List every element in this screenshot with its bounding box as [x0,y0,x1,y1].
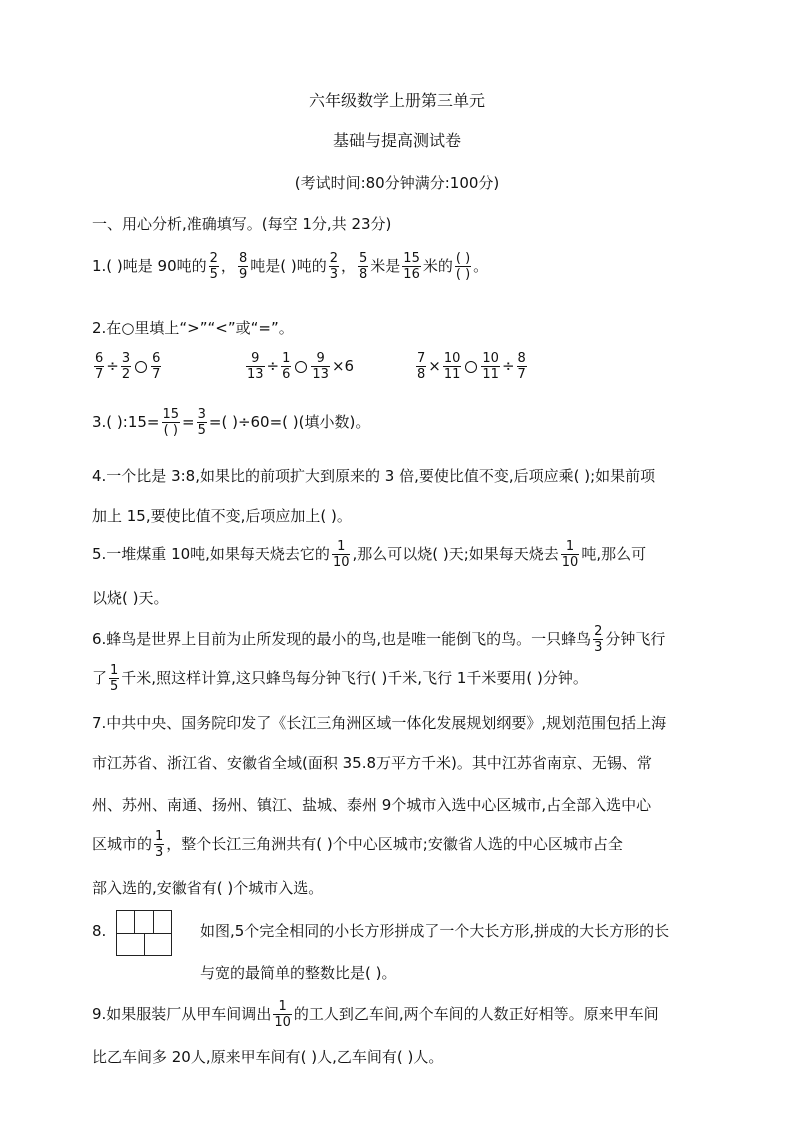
q2-expression-3: $\frac{7}{8}$ × $\frac{10}{11}$ $\frac{10}{11}$ ÷ $\frac{8}{7}$ [417,351,526,382]
q2-text-a: 2.在 [92,319,122,337]
question-7-line-2: 市江苏省、浙江省、安徽省全域(面积 35.8万平方千米)。其中江苏省南京、无锡、常 [92,754,652,772]
question-8-line-1: 如图,5个完全相同的小长方形拼成了一个大长方形,拼成的大长方形的长 [200,922,670,940]
question-5-line-2: 以烧( )天。 [92,589,169,607]
q1-text-h: 。 [473,257,489,275]
question-1 [92,252,488,281]
question-5: 5.一堆煤重 10吨,如果每天烧去它的 $\frac{1}{10}$ ,那么可以烧( )天;如果每天烧去 $\frac{1}{10}$ 吨,那么可 [92,539,647,570]
q1-text-a: 1.( )吨是 90吨的 [92,257,207,275]
q1-text-b: ， [220,257,236,275]
fraction-blank: $\frac{( )}{( )}$ [455,251,471,282]
page-title: 六年级数学上册第三单元 [308,91,485,110]
question-7-line-5: 部入选的,安徽省有( )个城市入选。 [92,879,324,897]
section-heading: 一、用心分析,准确填写。(每空 1分,共 23分) [92,215,392,233]
page-subtitle: 基础与提高测试卷 [332,131,461,150]
compare-circle[interactable] [465,361,477,373]
circle-symbol: ○ [121,319,135,337]
exam-info: (考试时间:80分钟满分:100分) [294,174,500,192]
question-7-line-4: 区城市的 $\frac{1}{3}$ ，整个长江三角洲共有( )个中心区城市;安徽省人选的中心区城市占全 [92,829,623,860]
question-7-line-1: 7.中共中央、国务院印发了《长江三角洲区域一体化发展规划纲要》,规划范围包括上海 [92,714,667,732]
fraction: $\frac{8}{9}$ [238,251,248,282]
q2-expression-1: $\frac{6}{7}$ ÷ $\frac{3}{2}$ $\frac{6}{7}$ [95,351,161,382]
fraction: $\frac{5}{8}$ [359,251,368,282]
question-7-line-3: 州、苏州、南通、扬州、镇江、盐城、泰州 9个城市入选中心区城市,占全部入选中心 [92,796,652,814]
q2-text-b: 里填上“>”“<”或“=”。 [134,319,294,337]
q2-expression-2: $\frac{9}{13}$ ÷ $\frac{1}{6}$ $\frac{9}{13}$ ×6 [247,351,355,382]
question-4-line-2: 加上 15,要使比值不变,后项应加上( )。 [92,507,352,525]
q1-text-c: 吨是( )吨的 [250,257,327,275]
question-6: 6.蜂鸟是世界上目前为止所发现的最小的鸟,也是唯一能倒飞的鸟。一只蜂鸟 $\frac{2}{3}$ 分钟飞行 [92,624,666,655]
question-2 [92,317,294,339]
question-4-line-1: 4.一个比是 3:8,如果比的前项扩大到原来的 3 倍,要使比值不变,后项应乘( );如果前项 [92,467,656,485]
q1-text-e: 米是 [370,257,401,275]
question-8-number: 8. [92,922,107,940]
question-9: 9.如果服装厂从甲车间调出 $\frac{1}{10}$ 的工人到乙车间,两个车间的人数正好相等。原来甲车间 [92,999,659,1030]
question-3: 3.( ):15= $\frac{15}{( )}$ = $\frac{3}{5}$ =( )÷60=( )(填小数)。 [92,407,371,438]
compare-circle[interactable] [295,361,307,373]
question-9-line-2: 比乙车间多 20人,原来甲车间有( )人,乙车间有( )人。 [92,1048,444,1066]
fraction: $\frac{2}{5}$ [209,251,218,282]
q1-text-g: 米的 [422,257,453,275]
compare-circle[interactable] [135,361,147,373]
q1-text-d: ， [340,257,356,275]
question-6-line-2: 了 $\frac{1}{5}$ 千米,照这样计算,这只蜂鸟每分钟飞行( )千米,飞行 1千米要用( )分钟。 [92,663,588,694]
rectangles-figure [116,910,172,956]
question-8-line-2: 与宽的最简单的整数比是( )。 [200,964,397,982]
fraction: $\frac{15}{16}$ [403,251,420,282]
fraction: $\frac{2}{3}$ [329,251,338,282]
